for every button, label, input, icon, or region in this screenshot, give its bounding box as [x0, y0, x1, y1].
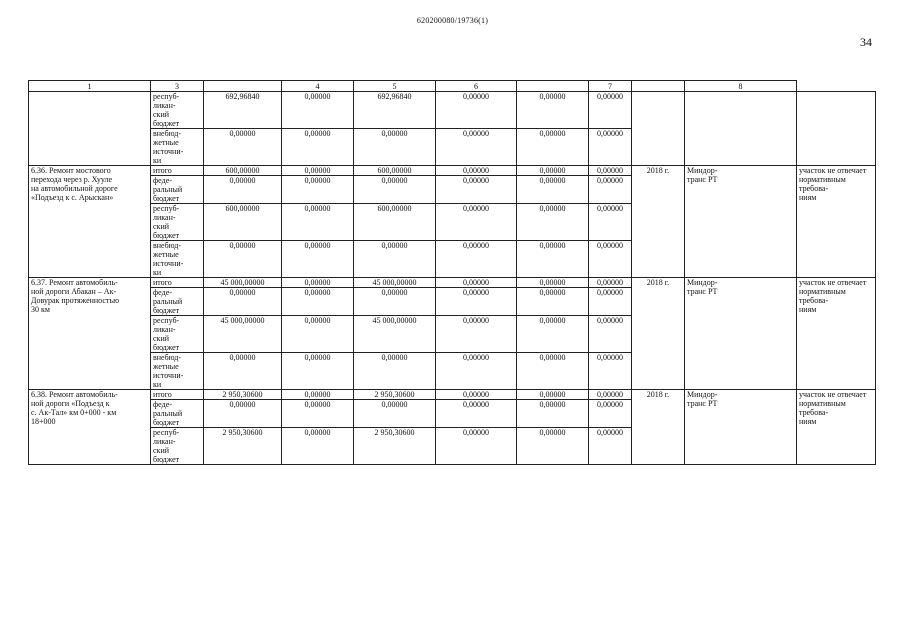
amount-cell: 600,00000 [354, 204, 436, 241]
table-body [29, 81, 876, 465]
amount-cell: 2 950,30600 [204, 428, 282, 465]
funding-source-cell: респуб- ликан- ский бюджет [151, 204, 204, 241]
amount-cell: 0,00000 [282, 353, 354, 390]
funding-source-cell: внебюд- жетные источни- ки [151, 129, 204, 166]
table-row [29, 166, 876, 176]
amount-cell: 0,00000 [589, 353, 632, 390]
amount-cell: 0,00000 [282, 390, 354, 400]
amount-cell: 0,00000 [517, 428, 589, 465]
column-number-4: 4 [282, 81, 354, 92]
amount-cell: 0,00000 [204, 241, 282, 278]
amount-cell: 600,00000 [354, 166, 436, 176]
amount-cell: 0,00000 [204, 353, 282, 390]
amount-cell: 0,00000 [204, 129, 282, 166]
amount-cell: 0,00000 [436, 288, 517, 316]
table-row [29, 92, 876, 129]
amount-cell: 0,00000 [436, 390, 517, 400]
amount-cell: 0,00000 [517, 176, 589, 204]
amount-cell: 0,00000 [517, 353, 589, 390]
amount-cell: 0,00000 [282, 278, 354, 288]
amount-cell: 0,00000 [282, 241, 354, 278]
amount-cell: 0,00000 [589, 166, 632, 176]
year-cell: 2018 г. [632, 390, 685, 465]
project-name-cell: 6.38. Ремонт автомобиль- ной дороги «Подъезд к с. Ак-Тал» км 0+000 - км 18+000 [29, 390, 151, 465]
column-number-6: 6 [436, 81, 517, 92]
column-number-1: 1 [29, 81, 151, 92]
amount-cell: 45 000,00000 [204, 316, 282, 353]
amount-cell: 45 000,00000 [354, 316, 436, 353]
amount-cell: 0,00000 [589, 390, 632, 400]
amount-cell: 0,00000 [204, 176, 282, 204]
amount-cell: 2 950,30600 [204, 390, 282, 400]
amount-cell: 0,00000 [589, 278, 632, 288]
continued-note-cell [797, 92, 876, 166]
amount-cell: 0,00000 [354, 176, 436, 204]
amount-cell: 2 950,30600 [354, 390, 436, 400]
amount-cell: 0,00000 [589, 316, 632, 353]
amount-cell: 0,00000 [436, 428, 517, 465]
continued-executor-cell [685, 92, 797, 166]
amount-cell: 0,00000 [436, 316, 517, 353]
table-row [29, 278, 876, 288]
executor-cell: Миндор- транс РТ [685, 390, 797, 465]
executor-cell: Миндор- транс РТ [685, 166, 797, 278]
funding-source-cell: итого [151, 166, 204, 176]
amount-cell: 0,00000 [436, 241, 517, 278]
funding-source-cell: респуб- ликан- ский бюджет [151, 428, 204, 465]
amount-cell: 0,00000 [517, 241, 589, 278]
funding-source-cell: феде- ральный бюджет [151, 288, 204, 316]
continued-year-cell [632, 92, 685, 166]
amount-cell: 692,96840 [204, 92, 282, 129]
project-name-cell: 6.36. Ремонт мостового перехода через р. Хууле на автомобильной дороге «Подъезд к с. Арыскан» [29, 166, 151, 278]
amount-cell: 0,00000 [282, 204, 354, 241]
funding-source-cell: итого [151, 390, 204, 400]
document-id: 620200080/19736(1) [416, 16, 489, 25]
funding-source-cell: феде- ральный бюджет [151, 400, 204, 428]
program-table [28, 80, 876, 465]
amount-cell: 0,00000 [204, 288, 282, 316]
amount-cell: 0,00000 [354, 288, 436, 316]
amount-cell: 0,00000 [589, 241, 632, 278]
amount-cell: 0,00000 [354, 241, 436, 278]
note-cell: участок не отвечает нормативным требова- ниям [797, 166, 876, 278]
funding-source-cell: внебюд- жетные источни- ки [151, 241, 204, 278]
amount-cell: 0,00000 [282, 288, 354, 316]
amount-cell: 0,00000 [436, 353, 517, 390]
amount-cell: 0,00000 [589, 176, 632, 204]
amount-cell: 0,00000 [354, 353, 436, 390]
amount-cell: 0,00000 [517, 204, 589, 241]
funding-source-cell: респуб- ликан- ский бюджет [151, 92, 204, 129]
amount-cell: 0,00000 [436, 166, 517, 176]
funding-source-cell: внебюд- жетные источни- ки [151, 353, 204, 390]
amount-cell: 0,00000 [517, 278, 589, 288]
amount-cell: 0,00000 [589, 288, 632, 316]
amount-cell: 0,00000 [436, 204, 517, 241]
amount-cell: 0,00000 [354, 400, 436, 428]
executor-cell: Миндор- транс РТ [685, 278, 797, 390]
year-cell: 2018 г. [632, 166, 685, 278]
amount-cell: 0,00000 [436, 400, 517, 428]
amount-cell: 0,00000 [282, 166, 354, 176]
column-number-2: 3 [151, 81, 204, 92]
amount-cell: 600,00000 [204, 166, 282, 176]
amount-cell: 0,00000 [517, 288, 589, 316]
amount-cell: 0,00000 [517, 129, 589, 166]
amount-cell: 0,00000 [517, 390, 589, 400]
amount-cell: 600,00000 [204, 204, 282, 241]
funding-source-cell: итого [151, 278, 204, 288]
amount-cell: 692,96840 [354, 92, 436, 129]
amount-cell: 2 950,30600 [354, 428, 436, 465]
amount-cell: 0,00000 [282, 176, 354, 204]
column-number-3 [204, 81, 282, 92]
column-number-10: 8 [685, 81, 797, 92]
funding-source-cell: феде- ральный бюджет [151, 176, 204, 204]
amount-cell: 0,00000 [517, 400, 589, 428]
amount-cell: 0,00000 [204, 400, 282, 428]
note-cell: участок не отвечает нормативным требова- ниям [797, 278, 876, 390]
column-number-7 [517, 81, 589, 92]
project-name-cell: 6.37. Ремонт автомобиль- ной дороги Абакан – Ак- Довурак протяженностью 30 км [29, 278, 151, 390]
column-number-row [29, 81, 876, 92]
continued-name-cell [29, 92, 151, 166]
amount-cell: 0,00000 [589, 400, 632, 428]
amount-cell: 0,00000 [517, 92, 589, 129]
funding-source-cell: респуб- ликан- ский бюджет [151, 316, 204, 353]
amount-cell: 0,00000 [517, 316, 589, 353]
amount-cell: 0,00000 [517, 166, 589, 176]
page-number: 34 [860, 35, 872, 49]
amount-cell: 0,00000 [589, 92, 632, 129]
amount-cell: 0,00000 [282, 129, 354, 166]
amount-cell: 0,00000 [354, 129, 436, 166]
column-number-5: 5 [354, 81, 436, 92]
column-number-8: 7 [589, 81, 632, 92]
amount-cell: 45 000,00000 [354, 278, 436, 288]
amount-cell: 45 000,00000 [204, 278, 282, 288]
amount-cell: 0,00000 [436, 129, 517, 166]
amount-cell: 0,00000 [436, 176, 517, 204]
amount-cell: 0,00000 [589, 204, 632, 241]
amount-cell: 0,00000 [589, 129, 632, 166]
column-number-9 [632, 81, 685, 92]
amount-cell: 0,00000 [282, 400, 354, 428]
amount-cell: 0,00000 [589, 428, 632, 465]
amount-cell: 0,00000 [282, 428, 354, 465]
amount-cell: 0,00000 [282, 316, 354, 353]
note-cell: участок не отвечает нормативным требова- ниям [797, 390, 876, 465]
year-cell: 2018 г. [632, 278, 685, 390]
amount-cell: 0,00000 [282, 92, 354, 129]
amount-cell: 0,00000 [436, 92, 517, 129]
table-row [29, 390, 876, 400]
amount-cell: 0,00000 [436, 278, 517, 288]
